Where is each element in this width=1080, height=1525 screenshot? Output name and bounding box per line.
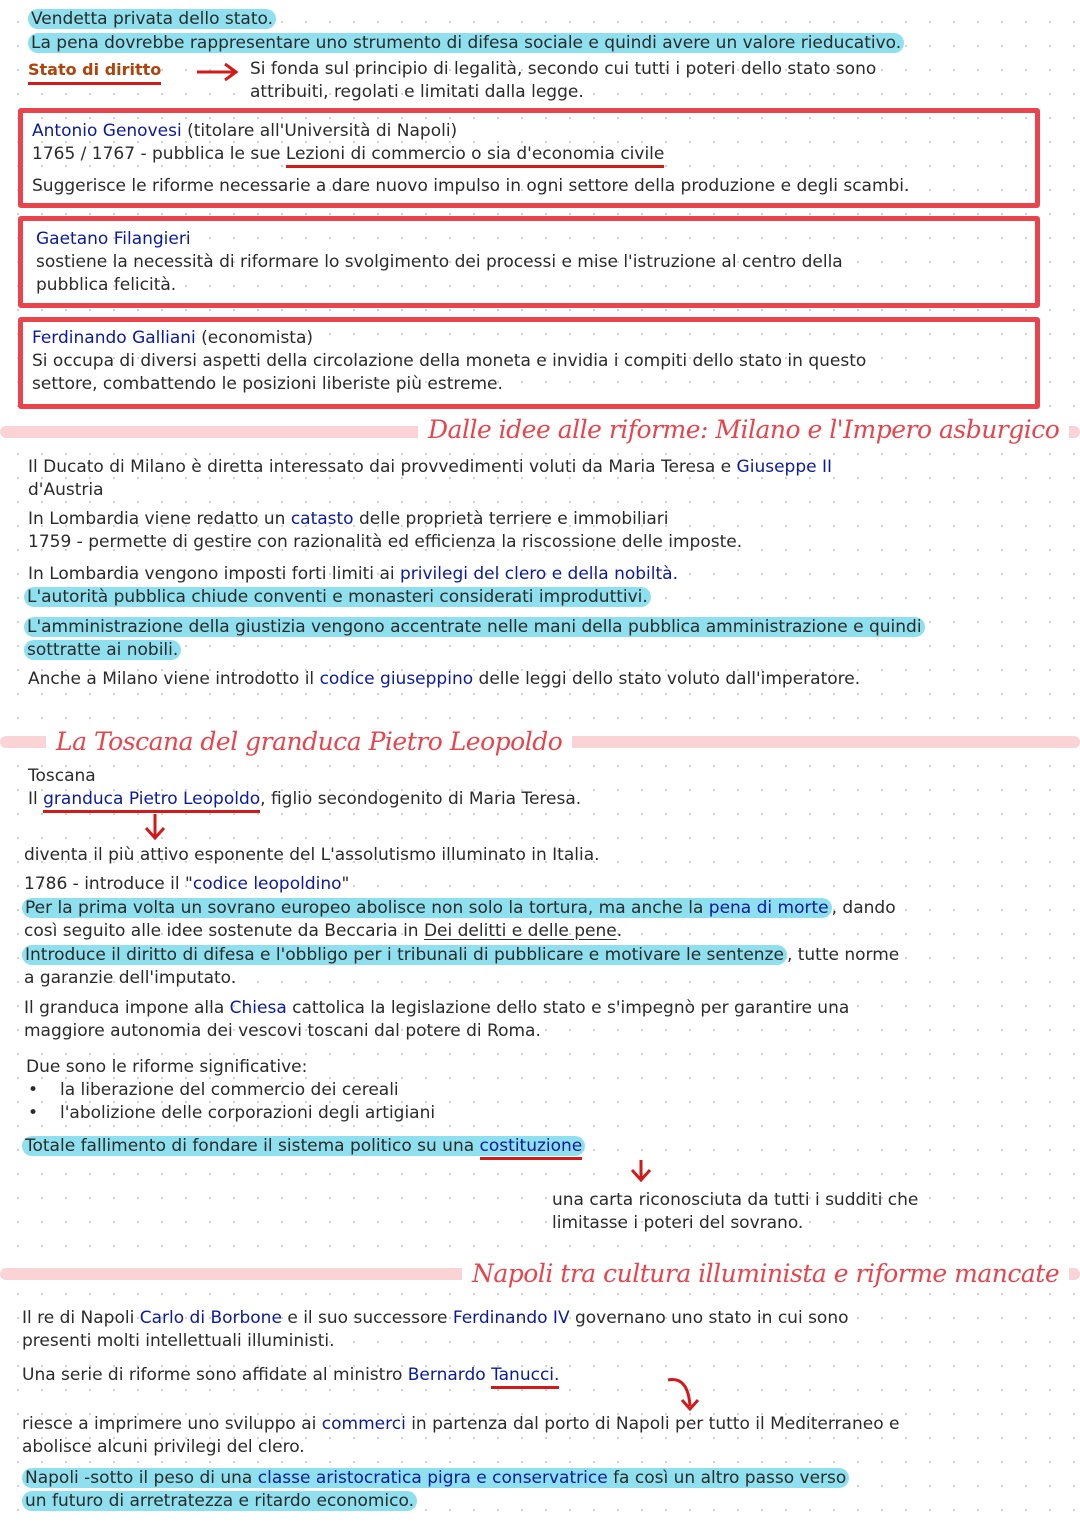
milano-p7: Anche a Milano viene introdotto il codice giuseppino delle leggi dello stato voluto dall'imperatore. [28, 669, 861, 689]
filangieri-name: Gaetano Filangieri [36, 229, 191, 249]
genovesi-date: 1765 / 1767 - pubblica le sue Lezioni di commercio o sia d'economia civile [32, 143, 664, 166]
napoli-n1: Il re di Napoli Carlo di Borbone e il suo successore Ferdinando IV governano uno stato in cui sono [22, 1308, 849, 1328]
milano-p6-cont: sottratte ai nobili. [24, 639, 181, 662]
genovesi-title: Antonio Genovesi (titolare all'Università di Napoli) [32, 121, 458, 141]
curved-arrow-icon [664, 1374, 706, 1416]
pietro-leopoldo: granduca Pietro Leopoldo [43, 789, 260, 813]
stato-di-diritto-definition-2: attribuiti, regolati e limitati dalla legge. [250, 82, 584, 102]
galliani-text-2: settore, combattendo le posizioni liberiste più estreme. [32, 374, 503, 394]
milano-p5: L'autorità pubblica chiude conventi e monasteri considerati improduttivi. [24, 586, 651, 609]
filangieri-text-1: sostiene la necessità di riformare lo svolgimento dei processi e mise l'istruzione al centro della [36, 252, 843, 272]
toscana-l13: una carta riconosciuta da tutti i sudditi che [552, 1190, 919, 1210]
costituzione: costituzione [480, 1136, 583, 1160]
down-arrow-icon [628, 1158, 654, 1184]
genovesi-work: Lezioni di commercio o sia d'economia civile [286, 144, 665, 168]
toscana-l8: a garanzie dell'imputato. [24, 968, 237, 988]
list-item: • la liberazione del commercio dei cereali [60, 1079, 399, 1102]
right-arrow-icon [195, 62, 241, 82]
toscana-l5: Per la prima volta un sovrano europeo abolisce non solo la tortura, ma anche la pena di morte , dando [22, 897, 896, 920]
milano-p1: Il Ducato di Milano è diretta interessato dai provvedimenti voluti da Maria Teresa e Giuseppe II [28, 457, 833, 477]
tanucci: Tanucci. [491, 1365, 559, 1389]
galliani-text-1: Si occupa di diversi aspetti della circolazione della moneta e invidia i compiti dello stato in questo [32, 351, 867, 371]
filangieri-text-2: pubblica felicità. [36, 275, 177, 295]
down-arrow-icon [142, 812, 168, 842]
list-item: • l'abolizione delle corporazioni degli artigiani [60, 1102, 435, 1125]
milano-p3: 1759 - permette di gestire con razionalità ed efficienza la riscossione delle imposte. [28, 532, 743, 552]
toscana-l7: Introduce il diritto di difesa e l'obbligo per i tribunali di pubblicare e motivare le sentenze , tutte norme [22, 944, 899, 967]
toscana-l4: 1786 - introduce il "codice leopoldino" [24, 874, 350, 894]
galliani-name: Ferdinando Galliani [32, 328, 196, 348]
napoli-heading: Napoli tra cultura illuminista e riforme mancate [462, 1258, 1069, 1290]
toscana-l9: Il granduca impone alla Chiesa cattolica la legislazione dello stato e s'impegnò per garantire una [24, 998, 850, 1018]
dei-delitti-title: Dei delitti e delle pene [423, 921, 617, 941]
napoli-n3: Una serie di riforme sono affidate al ministro Bernardo Tanucci. [22, 1364, 559, 1387]
toscana-l6: così seguito alle idee sostenute da Beccaria in Dei delitti e delle pene. [24, 921, 623, 941]
intro-line-1: Vendetta privata dello stato. [28, 8, 276, 31]
milano-p1-cont: d'Austria [28, 480, 104, 500]
napoli-n6: Napoli -sotto il peso di una classe aristocratica pigra e conservatrice fa così un altro passo verso [22, 1467, 849, 1490]
toscana-l3: diventa il più attivo esponente del L'assolutismo illuminato in Italia. [24, 845, 600, 865]
toscana-l11: Due sono le riforme significative: [26, 1057, 308, 1077]
napoli-n7: un futuro di arretratezza e ritardo economico. [22, 1490, 417, 1513]
milano-p4: In Lombardia vengono imposti forti limiti ai privilegi del clero e della nobiltà. [28, 564, 678, 584]
milano-p6: L'amministrazione della giustizia vengono accentrate nelle mani della pubblica amministrazione e quindi [24, 616, 925, 639]
toscana-l12: Totale fallimento di fondare il sistema politico su una costituzione [22, 1135, 585, 1158]
napoli-n4: riesce a imprimere uno sviluppo ai commerci in partenza dal porto di Napoli per tutto il Mediterraneo e [22, 1414, 900, 1434]
intro-line-2: La pena dovrebbe rappresentare uno strumento di difesa sociale e quindi avere un valore rieducativo. [28, 32, 904, 55]
stato-di-diritto-definition-1: Si fonda sul principio di legalità, secondo cui tutti i poteri dello stato sono [250, 59, 877, 79]
toscana-l14: limitasse i poteri del sovrano. [552, 1213, 804, 1233]
toscana-heading: La Toscana del granduca Pietro Leopoldo [46, 726, 572, 758]
toscana-l1: Toscana [28, 766, 96, 786]
napoli-n2: presenti molti intellettuali illuministi. [22, 1331, 335, 1351]
genovesi-name: Antonio Genovesi [32, 121, 182, 141]
milano-p2: In Lombardia viene redatto un catasto delle proprietà terriere e immobiliari [28, 509, 669, 529]
stato-di-diritto-term: Stato di diritto [28, 58, 161, 85]
genovesi-text: Suggerisce le riforme necessarie a dare nuovo impulso in ogni settore della produzione e degli scambi. [32, 176, 910, 196]
milano-heading: Dalle idee alle riforme: Milano e l'Impero asburgico [418, 414, 1069, 446]
toscana-l2: Il granduca Pietro Leopoldo, figlio secondogenito di Maria Teresa. [28, 788, 581, 811]
galliani-title: Ferdinando Galliani (economista) [32, 328, 314, 348]
napoli-n5: abolisce alcuni privilegi del clero. [22, 1437, 305, 1457]
toscana-l10: maggiore autonomia dei vescovi toscani dal potere di Roma. [24, 1021, 541, 1041]
